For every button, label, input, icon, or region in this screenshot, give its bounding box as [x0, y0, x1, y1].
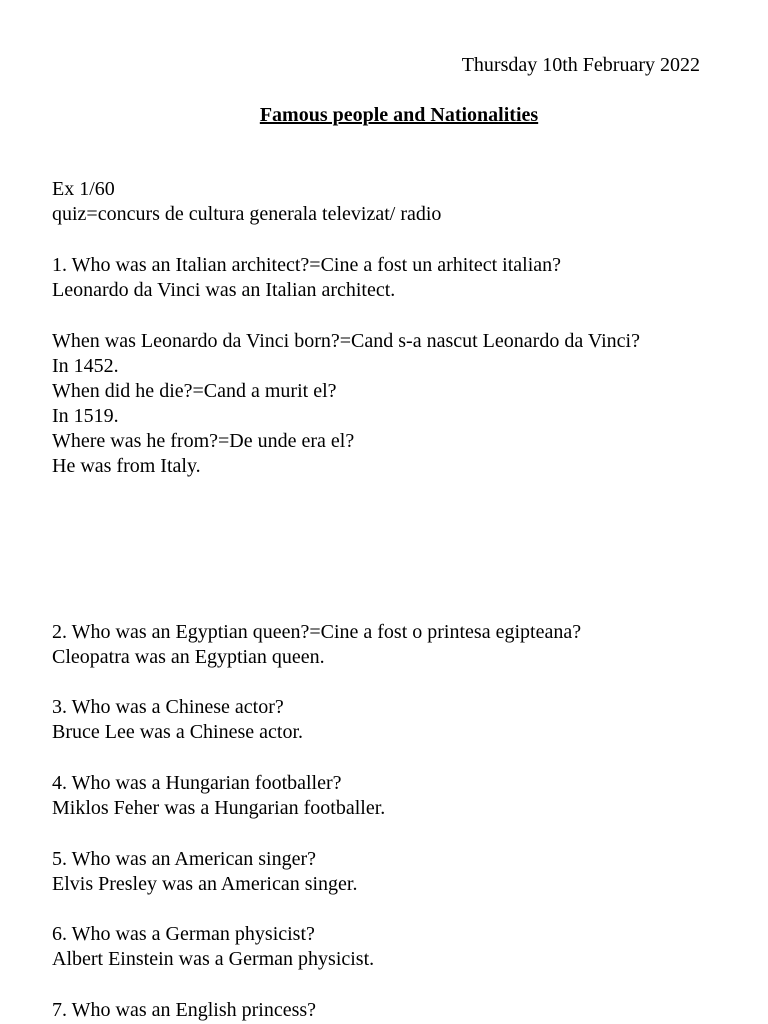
document-title: Famous people and Nationalities — [259, 104, 539, 126]
question-2: 2. Who was an Egyptian queen?=Cine a fost o printesa egipteana? — [52, 621, 582, 643]
answer-3: Bruce Lee was a Chinese actor. — [52, 721, 304, 743]
question-4: 4. Who was a Hungarian footballer? — [52, 772, 342, 794]
detail-line: In 1519. — [52, 405, 119, 427]
vocab-note: quiz=concurs de cultura generala televizat/ radio — [52, 203, 442, 225]
answer-6: Albert Einstein was a German physicist. — [52, 948, 375, 970]
detail-line: He was from Italy. — [52, 455, 201, 477]
question-6: 6. Who was a German physicist? — [52, 923, 315, 945]
answer-5: Elvis Presley was an American singer. — [52, 873, 358, 895]
detail-line: When did he die?=Cand a murit el? — [52, 380, 337, 402]
detail-line: In 1452. — [52, 355, 119, 377]
question-5: 5. Who was an American singer? — [52, 848, 316, 870]
question-1: 1. Who was an Italian architect?=Cine a fost un arhitect italian? — [52, 254, 562, 276]
answer-1: Leonardo da Vinci was an Italian architect. — [52, 279, 396, 301]
question-7: 7. Who was an English princess? — [52, 999, 317, 1021]
question-3: 3. Who was a Chinese actor? — [52, 696, 284, 718]
detail-line: Where was he from?=De unde era el? — [52, 430, 355, 452]
document-date: Thursday 10th February 2022 — [461, 54, 700, 76]
answer-2: Cleopatra was an Egyptian queen. — [52, 646, 325, 668]
answer-4: Miklos Feher was a Hungarian footballer. — [52, 797, 386, 819]
exercise-number: Ex 1/60 — [52, 178, 115, 200]
detail-line: When was Leonardo da Vinci born?=Cand s-a nascut Leonardo da Vinci? — [52, 330, 640, 352]
